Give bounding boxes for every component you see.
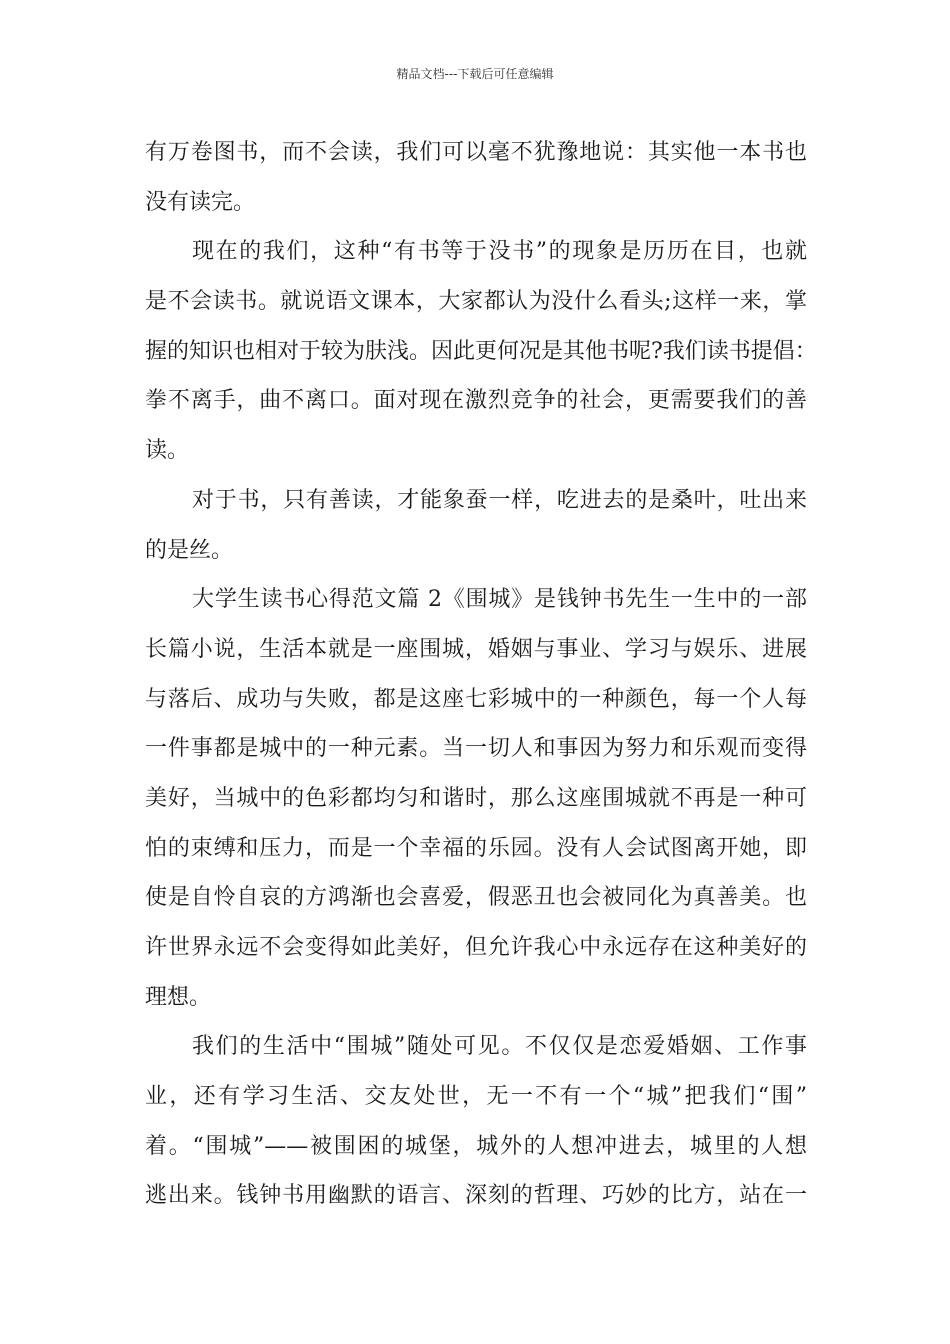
text-line: 长篇小说，生活本就是一座围城，婚姻与事业、学习与娱乐、进展 — [145, 636, 807, 662]
text-line: 许世界永远不会变得如此美好，但允许我心中永远存在这种美好的 — [145, 935, 807, 960]
text-line: 是不会读书。就说语文课本，大家都认为没什么看头;这样一来，掌 — [145, 289, 807, 315]
text-line: 握的知识也相对于较为肤浅。因此更何况是其他书呢?我们读书提倡： — [145, 338, 817, 364]
text-line: 一件事都是城中的一种元素。当一切人和事因为努力和乐观而变得 — [145, 736, 807, 762]
text-line: 使是自怜自哀的方鸿渐也会喜爱，假恶丑也会被同化为真善美。也 — [145, 885, 807, 911]
page-header: 精品文档---下载后可任意编辑 — [396, 67, 554, 81]
text-line: 怕的束缚和压力，而是一个幸福的乐园。没有人会试图离开她，即 — [145, 835, 807, 861]
document-body — [145, 128, 817, 1221]
text-line: 没有读完。 — [145, 189, 256, 215]
text-line: 有万卷图书，而不会读，我们可以毫不犹豫地说：其实他一本书也 — [145, 140, 807, 165]
text-line: 现在的我们，这种“有书等于没书”的现象是历历在目，也就 — [192, 239, 807, 265]
text-line: 对于书，只有善读，才能象蚕一样，吃进去的是桑叶，吐出来 — [192, 487, 807, 513]
text-line: 逃出来。钱钟书用幽默的语言、深刻的哲理、巧妙的比方，站在一 — [145, 1183, 807, 1209]
text-line: 与落后、成功与失败，都是这座七彩城中的一种颜色，每一个人每 — [145, 686, 807, 712]
text-line: 美好，当城中的色彩都均匀和谐时，那么这座围城就不再是一种可 — [145, 785, 807, 811]
text-line: 业，还有学习生活、交友处世，无一不有一个“城”把我们“围” — [145, 1084, 807, 1110]
text-line: 的是丝。 — [145, 537, 234, 563]
text-line: 读。 — [145, 438, 190, 464]
text-line: 着。“围城”——被围困的城堡，城外的人想冲进去，城里的人想 — [145, 1133, 807, 1159]
text-line: 拳不离手，曲不离口。面对现在激烈竞争的社会，更需要我们的善 — [145, 388, 807, 414]
text-line: 我们的生活中“围城”随处可见。不仅仅是恋爱婚姻、工作事 — [192, 1034, 807, 1060]
text-line: 理想。 — [145, 984, 212, 1010]
text-line: 大学生读书心得范文篇 2《围城》是钱钟书先生一生中的一部 — [192, 587, 807, 613]
